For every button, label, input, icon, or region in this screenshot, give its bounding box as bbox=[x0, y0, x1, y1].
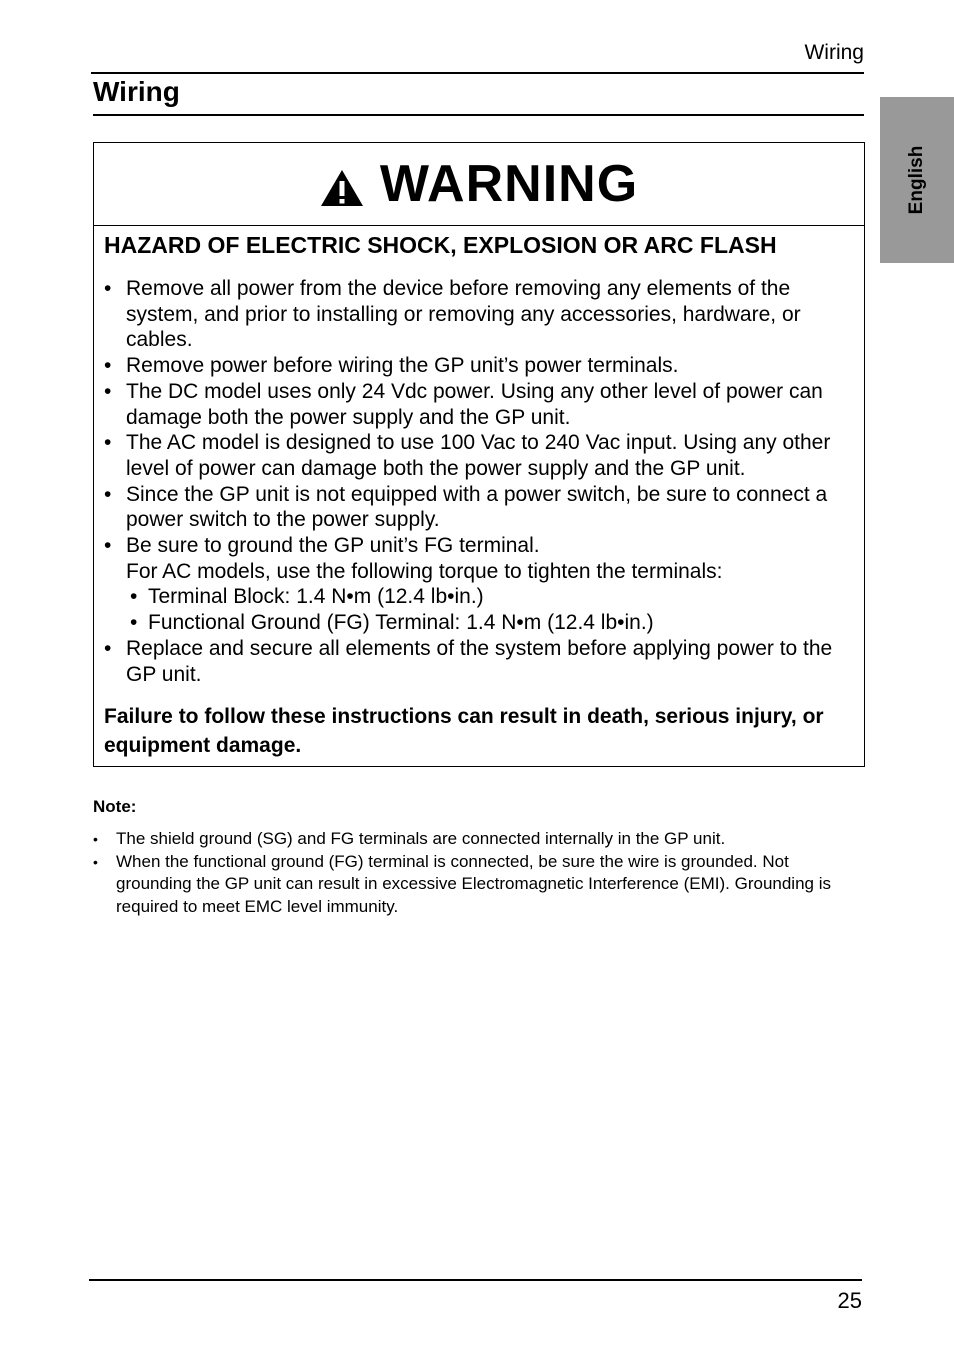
warning-triangle-icon bbox=[320, 169, 364, 207]
torque-list bbox=[126, 584, 856, 635]
warning-box bbox=[93, 142, 865, 767]
note-list bbox=[93, 828, 865, 918]
language-tab bbox=[880, 97, 954, 263]
list-item: • Replace and secure all elements of the system before applying power to the GP unit. bbox=[104, 636, 856, 687]
hazard-title: HAZARD OF ELECTRIC SHOCK, EXPLOSION OR ARC FLASH bbox=[104, 232, 777, 258]
header-rule bbox=[91, 72, 864, 74]
note-label: Note: bbox=[93, 797, 137, 816]
list-item: • Remove all power from the device before removing any elements of the system, and prior to installing or removing any accessories, hardware, or cables. bbox=[104, 276, 856, 353]
footer-rule bbox=[89, 1279, 862, 1281]
warning-title: WARNING bbox=[379, 155, 639, 213]
list-item: • Since the GP unit is not equipped with a power switch, be sure to connect a power switch to the power supply. bbox=[104, 482, 856, 533]
list-item-ground bbox=[104, 533, 856, 636]
list-item: • The DC model uses only 24 Vdc power. Using any other level of power can damage both the power supply and the GP unit. bbox=[104, 379, 856, 430]
note-item: • The shield ground (SG) and FG terminals are connected internally in the GP unit. bbox=[93, 828, 865, 851]
title-rule bbox=[93, 114, 864, 116]
page-number: 25 bbox=[837, 1288, 862, 1313]
list-item-text: • Be sure to ground the GP unit’s FG terminal. bbox=[126, 534, 540, 558]
language-tab-label: English bbox=[906, 145, 927, 215]
list-item: • The AC model is designed to use 100 Vac to 240 Vac input. Using any other level of power can damage both the power supply and the GP unit. bbox=[104, 430, 856, 481]
torque-intro: For AC models, use the following torque to tighten the terminals: bbox=[126, 559, 723, 583]
running-header: Wiring bbox=[804, 41, 864, 64]
note-item: • When the functional ground (FG) terminal is connected, be sure the wire is grounded. Not grounding the GP unit can result in excessive Electromagnetic Interference (EMI). Grounding is required to meet EMC level immunity. bbox=[93, 851, 865, 919]
warning-header bbox=[94, 143, 864, 226]
warning-consequence: Failure to follow these instructions can result in death, serious injury, or equipment damage. bbox=[104, 705, 824, 757]
torque-item: • Functional Ground (FG) Terminal: 1.4 N•m (12.4 lb•in.) bbox=[126, 610, 856, 636]
warning-list bbox=[104, 276, 856, 687]
section-title: Wiring bbox=[93, 76, 180, 107]
torque-item: • Terminal Block: 1.4 N•m (12.4 lb•in.) bbox=[126, 584, 856, 610]
list-item: • Remove power before wiring the GP unit’s power terminals. bbox=[104, 353, 856, 379]
